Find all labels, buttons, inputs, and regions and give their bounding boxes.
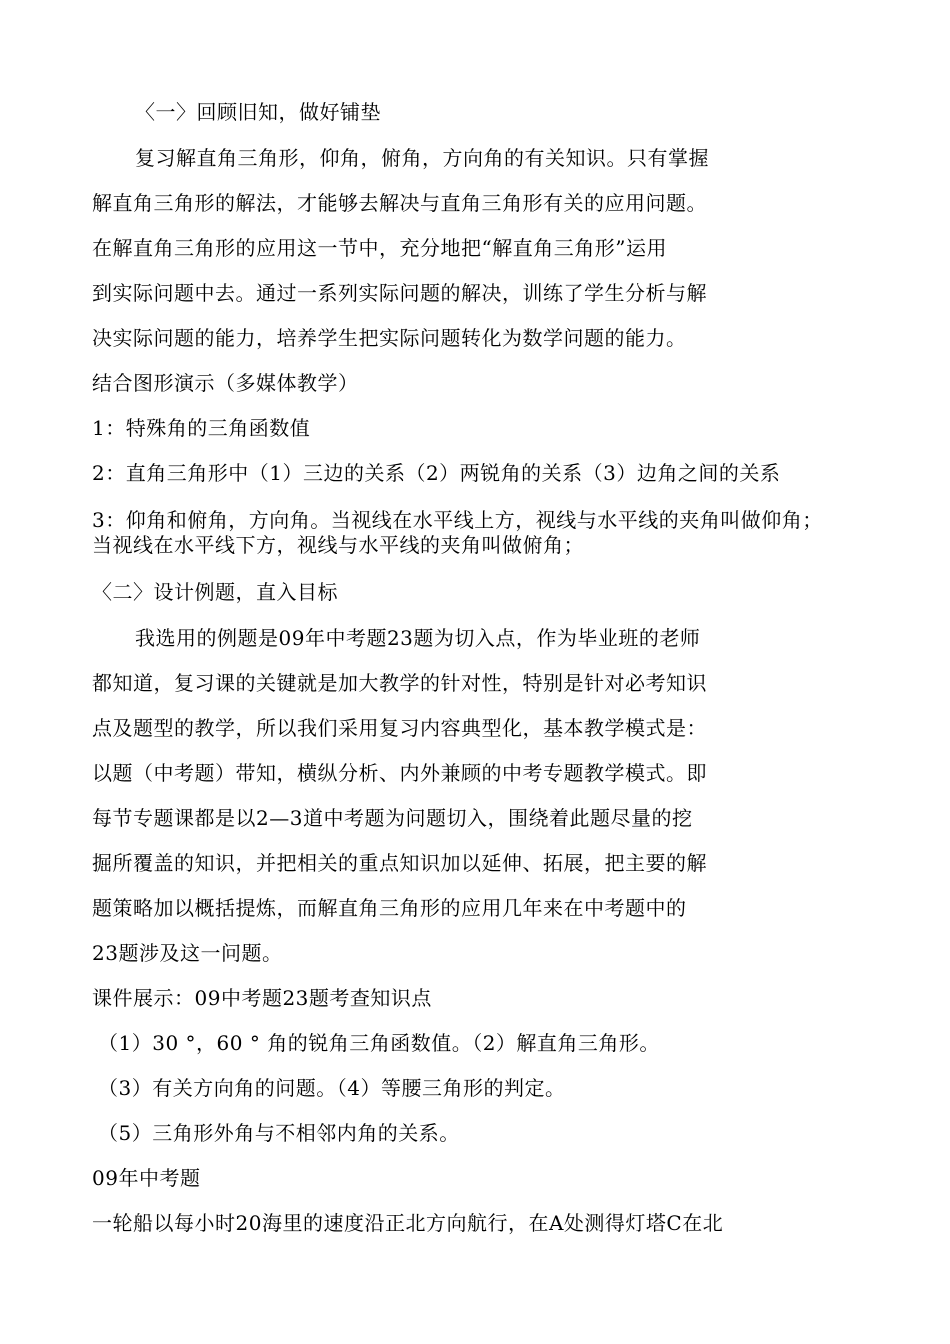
- knowledge-point: （1）30 °，60 ° 角的锐角三角函数值。（2）解直角三角形。: [98, 1031, 660, 1055]
- paragraph-line: 在解直角三角形的应用这一节中，充分地把“解直角三角形”运用: [92, 236, 667, 260]
- courseware-heading: 课件展示：09中考题23题考查知识点: [92, 986, 432, 1010]
- section-heading-1: 〈一〉回顾旧知，做好铺垫: [135, 100, 381, 124]
- exam-heading: 09年中考题: [92, 1166, 201, 1190]
- paragraph-line: 决实际问题的能力，培养学生把实际问题转化为数学问题的能力。: [92, 326, 687, 350]
- subheading: 结合图形演示（多媒体教学）: [92, 371, 359, 395]
- list-item-continued: 当视线在水平线下方，视线与水平线的夹角叫做俯角；: [92, 533, 584, 557]
- paragraph-line: 我选用的例题是09年中考题23题为切入点，作为毕业班的老师: [135, 626, 701, 650]
- paragraph-line: 每节专题课都是以2—3道中考题为问题切入，围绕着此题尽量的挖: [92, 806, 693, 830]
- knowledge-point: （3）有关方向角的问题。（4）等腰三角形的判定。: [98, 1076, 566, 1100]
- paragraph-line: 题策略加以概括提炼，而解直角三角形的应用几年来在中考题中的: [92, 896, 687, 920]
- paragraph-line: 都知道，复习课的关键就是加大教学的针对性，特别是针对必考知识: [92, 671, 707, 695]
- paragraph-line: 到实际问题中去。通过一系列实际问题的解决，训练了学生分析与解: [92, 281, 707, 305]
- paragraph-line: 复习解直角三角形，仰角，俯角，方向角的有关知识。只有掌握: [135, 146, 709, 170]
- paragraph-line: 解直角三角形的解法，才能够去解决与直角三角形有关的应用问题。: [92, 191, 707, 215]
- paragraph-line: 点及题型的教学，所以我们采用复习内容典型化，基本教学模式是：: [92, 716, 707, 740]
- paragraph-line: 一轮船以每小时20海里的速度沿正北方向航行，在A处测得灯塔C在北: [92, 1211, 724, 1235]
- list-item: 1：特殊角的三角函数值: [92, 416, 311, 440]
- list-item: 2：直角三角形中（1）三边的关系（2）两锐角的关系（3）边角之间的关系: [92, 461, 781, 485]
- list-item: 3：仰角和俯角，方向角。当视线在水平线上方，视线与水平线的夹角叫做仰角；: [92, 508, 823, 532]
- section-heading-2: 〈二〉设计例题，直入目标: [92, 580, 338, 604]
- paragraph-line: 23题涉及这一问题。: [92, 941, 283, 965]
- paragraph-line: 以题（中考题）带知，横纵分析、内外兼顾的中考专题教学模式。即: [92, 761, 707, 785]
- paragraph-line: 掘所覆盖的知识，并把相关的重点知识加以延伸、拓展，把主要的解: [92, 851, 707, 875]
- knowledge-point: （5）三角形外角与不相邻内角的关系。: [98, 1121, 460, 1145]
